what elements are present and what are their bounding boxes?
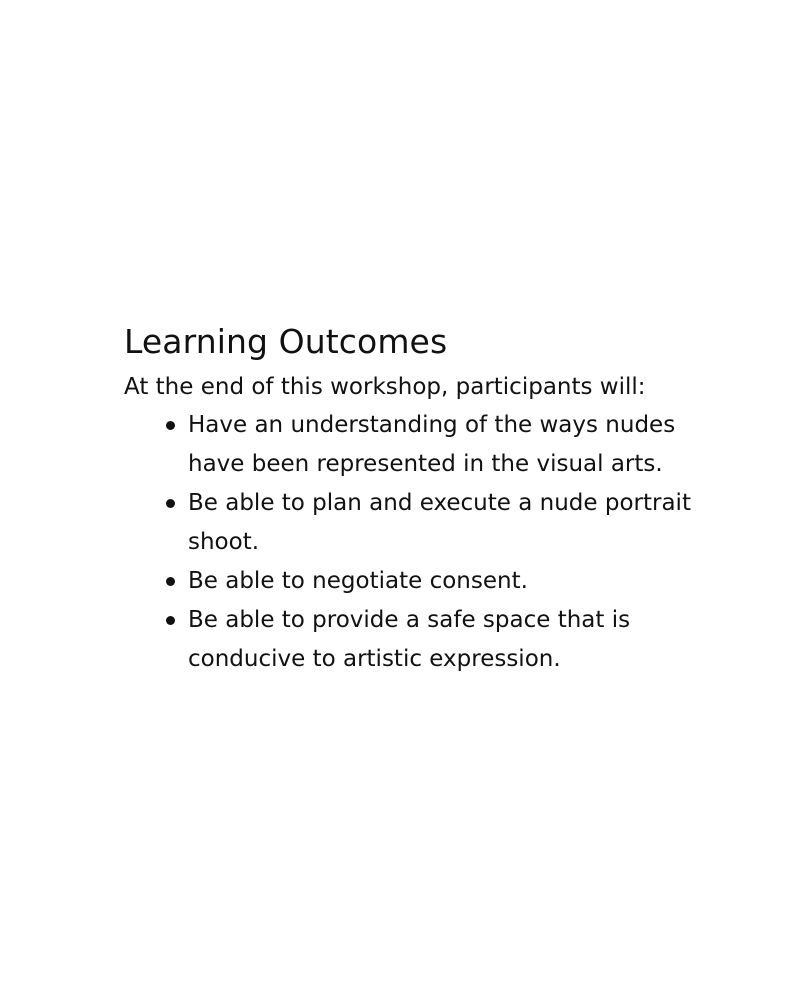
- intro-text: At the end of this workshop, participants will:: [124, 374, 646, 400]
- outcome-text: Be able to negotiate consent.: [188, 568, 528, 594]
- list-item: [124, 484, 704, 562]
- bullet-icon: [166, 577, 175, 586]
- outcomes-list: [124, 406, 704, 679]
- list-item: [124, 406, 704, 484]
- outcome-text: Have an understanding of the ways nudes have been represented in the visual arts.: [188, 412, 676, 477]
- outcome-text: Be able to plan and execute a nude portrait shoot.: [188, 490, 691, 555]
- section-title: Learning Outcomes: [124, 322, 448, 361]
- bullet-icon: [166, 499, 175, 508]
- bullet-icon: [166, 616, 175, 625]
- bullet-icon: [166, 421, 175, 430]
- list-item: [124, 601, 704, 679]
- outcome-text: Be able to provide a safe space that is conducive to artistic expression.: [188, 607, 631, 672]
- list-item: [124, 562, 704, 601]
- learning-outcomes-section: [124, 320, 704, 679]
